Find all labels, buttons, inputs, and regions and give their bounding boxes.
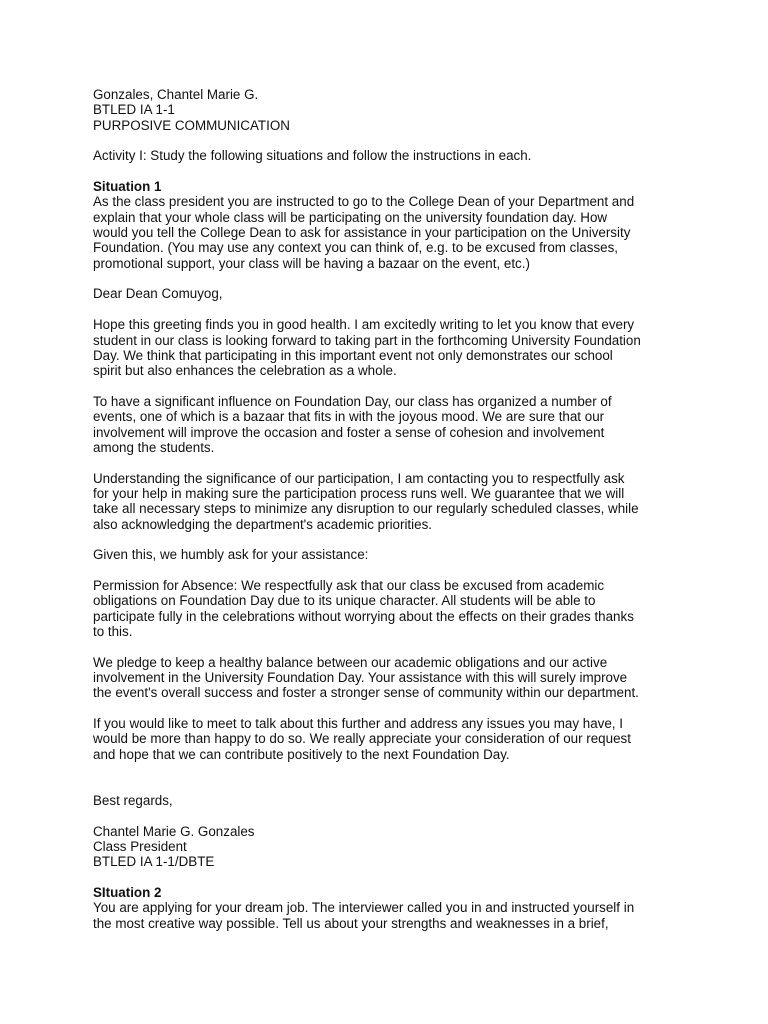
paragraph-line: Given this, we humbly ask for your assistance:: [93, 547, 369, 563]
student-header: [93, 87, 683, 133]
situation-2: [93, 885, 683, 931]
letter-paragraph-2: [93, 394, 683, 455]
closing-text: Best regards,: [93, 792, 173, 808]
activity-instruction-text: Activity I: Study the following situations and follow the instructions in each.: [93, 148, 532, 164]
paragraph-line: and hope that we can contribute positively to the next Foundation Day.: [93, 746, 510, 762]
letter-paragraph-1: [93, 317, 683, 378]
paragraph-line: participate fully in the celebrations without worrying about the effects on their grades thanks: [93, 608, 634, 624]
situation-2-line: the most creative way possible. Tell us about your strengths and weaknesses in a brief,: [93, 915, 609, 931]
situation-1-title: Situation 1: [93, 179, 162, 195]
situation-2-title: SItuation 2: [93, 884, 162, 900]
letter-paragraph-7: [93, 716, 683, 762]
paragraph-line: take all necessary steps to minimize any disruption to our regularly scheduled classes, while: [93, 501, 639, 517]
paragraph-line: for your help in making sure the participation process runs well. We guarantee that we will: [93, 485, 625, 501]
situation-1-line: promotional support, your class will be having a bazaar on the event, etc.): [93, 255, 530, 271]
paragraph-line: Permission for Absence: We respectfully ask that our class be excused from academic: [93, 578, 605, 593]
letter-paragraph-4: [93, 547, 683, 562]
signature-section: BTLED IA 1-1/DBTE: [93, 854, 215, 870]
paragraph-line: also acknowledging the department's academic priorities.: [93, 516, 432, 532]
paragraph-line: Hope this greeting finds you in good health. I am excitedly writing to let you know that every: [93, 317, 635, 333]
activity-instruction: [93, 148, 683, 163]
subject-title: PURPOSIVE COMMUNICATION: [93, 117, 290, 133]
paragraph-line: To have a significant influence on Foundation Day, our class has organized a number of: [93, 393, 612, 409]
paragraph-line: events, one of which is a bazaar that fits in with the joyous mood. We are sure that our: [93, 409, 605, 425]
paragraph-line: We pledge to keep a healthy balance between our academic obligations and our active: [93, 654, 608, 670]
student-section: BTLED IA 1-1: [93, 102, 175, 118]
signature-name: Chantel Marie G. Gonzales: [93, 823, 255, 839]
paragraph-line: the event's overall success and foster a stronger sense of community within our department.: [93, 685, 639, 701]
paragraph-line: student in our class is looking forward to taking part in the forthcoming University Foundation: [93, 332, 641, 348]
situation-1-line: would you tell the College Dean to ask for assistance in your participation on the University: [93, 225, 631, 241]
paragraph-line: Day. We think that participating in this important event not only demonstrates our school: [93, 347, 613, 363]
situation-1-line: As the class president you are instructed to go to the College Dean of your Department and: [93, 194, 635, 210]
letter-signature: [93, 824, 683, 870]
situation-2-line: You are applying for your dream job. The interviewer called you in and instructed yourself in: [93, 900, 635, 916]
document-page: [93, 87, 683, 946]
paragraph-line: to this.: [93, 624, 133, 640]
paragraph-line: would be more than happy to do so. We really appreciate your consideration of our request: [93, 731, 631, 747]
letter-paragraph-6: [93, 655, 683, 701]
paragraph-line: among the students.: [93, 439, 215, 455]
situation-1-line: explain that your whole class will be participating on the university foundation day. How: [93, 209, 608, 225]
paragraph-line: involvement in the University Foundation Day. Your assistance with this will surely improve: [93, 670, 628, 686]
student-name: Gonzales, Chantel Marie G.: [93, 87, 259, 102]
paragraph-line: If you would like to meet to talk about this further and address any issues you may have, I: [93, 716, 623, 732]
letter-paragraph-3: [93, 471, 683, 532]
letter-paragraph-5: [93, 578, 683, 639]
situation-1: [93, 179, 683, 271]
letter-salutation: [93, 286, 683, 301]
situation-1-line: Foundation. (You may use any context you can think of, e.g. to be excused from classes,: [93, 240, 619, 256]
letter-closing: [93, 793, 683, 808]
paragraph-line: obligations on Foundation Day due to its unique character. All students will be able to: [93, 593, 596, 609]
paragraph-line: spirit but also enhances the celebration as a whole.: [93, 363, 397, 379]
paragraph-line: Understanding the significance of our participation, I am contacting you to respectfully ask: [93, 470, 625, 486]
signature-title: Class President: [93, 838, 187, 854]
salutation-text: Dear Dean Comuyog,: [93, 286, 223, 302]
paragraph-line: involvement will improve the occasion and foster a sense of cohesion and involvement: [93, 424, 605, 440]
